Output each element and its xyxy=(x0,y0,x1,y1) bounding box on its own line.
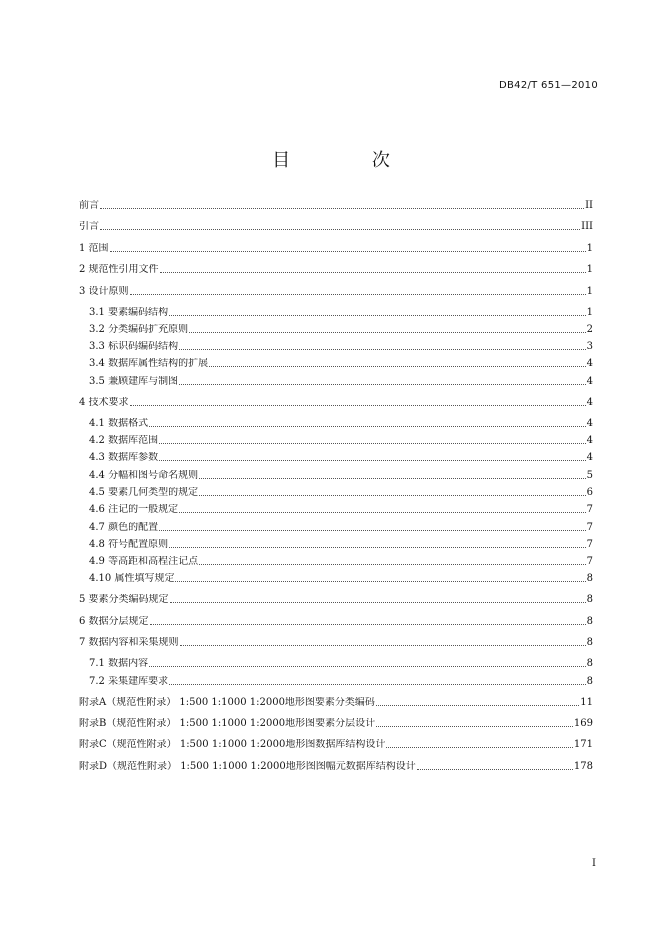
dot-leader xyxy=(179,348,586,350)
toc-entry[interactable] xyxy=(79,616,593,627)
toc-entry-label: 3.5 兼顾建库与制图 xyxy=(89,375,179,387)
dot-leader xyxy=(175,580,585,582)
dot-leader xyxy=(170,601,586,603)
toc-entry-label: 3.4 数据库属性结构的扩展 xyxy=(89,358,209,370)
toc-entry[interactable] xyxy=(79,324,593,335)
toc-entry-page: 2 xyxy=(586,323,593,335)
toc-entry-label: 1 范围 xyxy=(79,242,109,254)
toc-entry-page: 4 xyxy=(586,435,593,447)
table-of-contents xyxy=(79,200,593,772)
toc-entry-page: 8 xyxy=(586,675,593,687)
dot-leader xyxy=(169,683,586,685)
toc-entry-label: 3 设计原则 xyxy=(79,285,129,297)
toc-entry[interactable] xyxy=(79,307,593,318)
document-code: DB42/T 651—2010 xyxy=(499,80,598,91)
page-title: 目 次 xyxy=(272,150,428,171)
toc-entry-label: 前言 xyxy=(79,200,99,211)
dot-leader xyxy=(199,563,586,565)
toc-entry[interactable] xyxy=(79,435,593,446)
toc-entry-label: 4.7 颜色的配置 xyxy=(89,521,159,533)
toc-entry-page: 7 xyxy=(586,538,593,550)
dot-leader xyxy=(159,442,586,444)
toc-entry[interactable] xyxy=(79,452,593,463)
toc-entry[interactable] xyxy=(79,556,593,567)
dot-leader xyxy=(209,365,586,367)
toc-entry-page: 178 xyxy=(573,760,593,772)
dot-leader xyxy=(376,725,573,727)
toc-entry-label: 附录C（规范性附录） 1:500 1:1000 1:2000地形图数据库结构设计 xyxy=(79,739,386,751)
dot-leader xyxy=(149,425,586,427)
toc-entry-label: 4 技术要求 xyxy=(79,396,129,408)
toc-entry-label: 4.2 数据库范围 xyxy=(89,435,159,447)
toc-entry-label: 3.1 要素编码结构 xyxy=(89,306,169,318)
toc-entry-label: 3.2 分类编码扩充原则 xyxy=(89,323,189,335)
dot-leader xyxy=(130,293,586,295)
toc-entry-label: 4.9 等高距和高程注记点 xyxy=(89,556,199,568)
toc-entry[interactable] xyxy=(79,539,593,550)
toc-entry-label: 引言 xyxy=(79,221,99,233)
toc-entry[interactable] xyxy=(79,522,593,533)
toc-entry[interactable] xyxy=(79,341,593,352)
toc-entry[interactable] xyxy=(79,376,593,387)
dot-leader xyxy=(179,383,586,385)
dot-leader xyxy=(169,314,586,316)
dot-leader xyxy=(159,459,586,461)
toc-entry[interactable] xyxy=(79,676,593,687)
toc-entry-page: 169 xyxy=(573,717,593,729)
toc-entry[interactable] xyxy=(79,504,593,515)
dot-leader xyxy=(386,746,573,748)
dot-leader xyxy=(130,404,586,406)
toc-entry-page: 4 xyxy=(586,358,593,370)
toc-entry-page: 7 xyxy=(586,521,593,533)
dot-leader xyxy=(169,546,586,548)
toc-entry[interactable] xyxy=(79,470,593,481)
toc-entry[interactable] xyxy=(79,697,593,708)
toc-entry-page: 8 xyxy=(586,637,593,649)
toc-entry-page: 7 xyxy=(586,504,593,516)
dot-leader xyxy=(110,250,586,252)
page-number: I xyxy=(592,858,596,869)
toc-entry[interactable] xyxy=(79,200,593,211)
dot-leader xyxy=(150,623,586,625)
toc-entry[interactable] xyxy=(79,264,593,275)
toc-entry-label: 7.1 数据内容 xyxy=(89,658,149,670)
dot-leader xyxy=(199,477,586,479)
toc-entry-page: III xyxy=(581,221,593,233)
toc-entry-label: 6 数据分层规定 xyxy=(79,615,149,627)
dot-leader xyxy=(149,665,586,667)
toc-entry[interactable] xyxy=(79,243,593,254)
toc-entry[interactable] xyxy=(79,739,593,750)
toc-entry-page: 8 xyxy=(586,615,593,627)
dot-leader xyxy=(417,768,573,770)
toc-entry-page: 7 xyxy=(586,556,593,568)
toc-entry[interactable] xyxy=(79,358,593,369)
toc-entry[interactable] xyxy=(79,573,593,584)
toc-entry-label: 附录D（规范性附录） 1:500 1:1000 1:2000地形图图幅元数据库结构设计 xyxy=(79,760,416,772)
toc-entry[interactable] xyxy=(79,487,593,498)
toc-entry-page: 8 xyxy=(586,573,593,585)
toc-entry-page: 5 xyxy=(586,469,593,481)
toc-entry-label: 4.5 要素几何类型的规定 xyxy=(89,486,199,498)
dot-leader xyxy=(159,529,586,531)
toc-entry-label: 4.6 注记的一般规定 xyxy=(89,504,179,516)
toc-entry[interactable] xyxy=(79,594,593,605)
dot-leader xyxy=(376,704,579,706)
toc-entry-page: 1 xyxy=(586,306,593,318)
dot-leader xyxy=(180,644,586,646)
toc-entry[interactable] xyxy=(79,637,593,648)
toc-entry-label: 7 数据内容和采集规则 xyxy=(79,637,179,649)
toc-entry-label: 7.2 采集建库要求 xyxy=(89,675,169,687)
dot-leader xyxy=(100,207,584,209)
toc-entry[interactable] xyxy=(79,418,593,429)
toc-entry[interactable] xyxy=(79,221,593,232)
toc-entry-page: 8 xyxy=(586,658,593,670)
toc-entry-label: 4.8 符号配置原则 xyxy=(89,538,169,550)
toc-entry[interactable] xyxy=(79,397,593,408)
toc-entry-page: 1 xyxy=(586,285,593,297)
toc-entry[interactable] xyxy=(79,718,593,729)
toc-entry-page: 1 xyxy=(586,242,593,254)
dot-leader xyxy=(100,228,580,230)
toc-entry-page: 4 xyxy=(586,375,593,387)
dot-leader xyxy=(179,511,586,513)
toc-entry-label: 3.3 标识码编码结构 xyxy=(89,341,179,353)
toc-entry-page: 1 xyxy=(586,264,593,276)
toc-entry-label: 4.3 数据库参数 xyxy=(89,452,159,464)
dot-leader xyxy=(160,271,586,273)
toc-entry-page: 4 xyxy=(586,452,593,464)
toc-entry-page: 171 xyxy=(573,739,593,751)
toc-entry[interactable] xyxy=(79,761,593,772)
toc-entry-page: 8 xyxy=(586,594,593,606)
toc-entry-page: II xyxy=(585,200,593,211)
toc-entry-label: 5 要素分类编码规定 xyxy=(79,594,169,606)
toc-entry-label: 4.4 分幅和图号命名规则 xyxy=(89,469,199,481)
toc-entry-page: 4 xyxy=(586,417,593,429)
toc-entry-label: 附录A（规范性附录） 1:500 1:1000 1:2000地形图要素分类编码 xyxy=(79,696,375,708)
toc-entry-label: 2 规范性引用文件 xyxy=(79,264,159,276)
dot-leader xyxy=(199,494,586,496)
toc-entry-page: 3 xyxy=(586,341,593,353)
toc-entry-page: 6 xyxy=(586,486,593,498)
toc-entry-page: 11 xyxy=(580,696,593,708)
toc-entry[interactable] xyxy=(79,286,593,297)
dot-leader xyxy=(189,331,586,333)
toc-entry-page: 4 xyxy=(586,396,593,408)
toc-entry[interactable] xyxy=(79,658,593,669)
toc-entry-label: 4.1 数据格式 xyxy=(89,417,149,429)
toc-entry-label: 附录B（规范性附录） 1:500 1:1000 1:2000地形图要素分层设计 xyxy=(79,717,376,729)
toc-entry-label: 4.10 属性填写规定 xyxy=(89,573,175,585)
